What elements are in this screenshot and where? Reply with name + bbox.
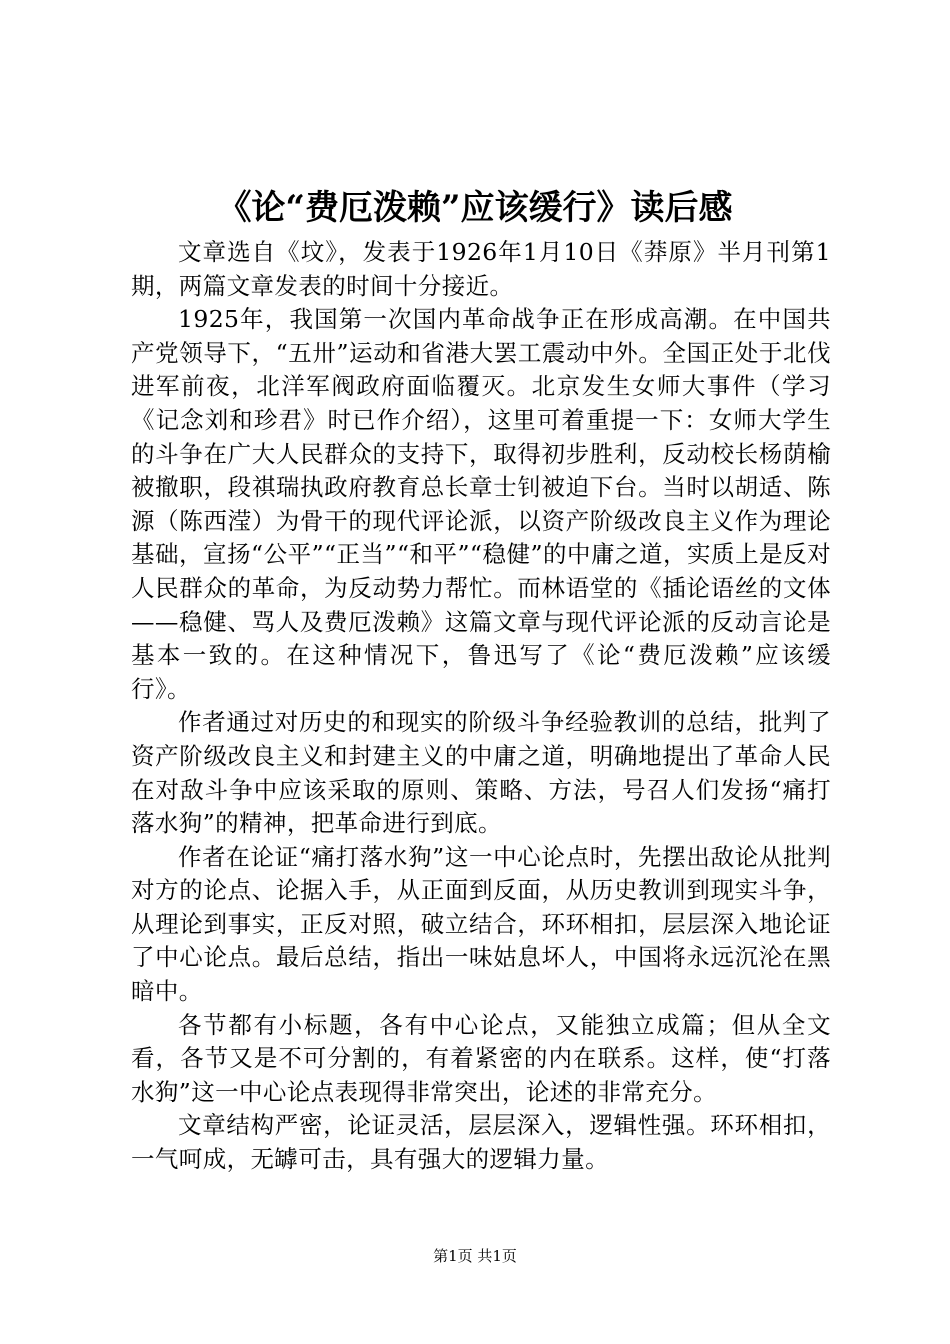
paragraph-3: 作者通过对历史的和现实的阶级斗争经验教训的总结，批判了资产阶级改良主义和封建主义的中庸之道，明确地提出了革命人民在对敌斗争中应该采取的原则、策略、方法，号召人们发扬“痛打落水狗”的精神，把革命进行到底。 [131,708,831,838]
paragraph-6: 文章结构严密，论证灵活，层层深入，逻辑性强。环环相扣，一气呵成，无罅可击，具有强大的逻辑力量。 [131,1111,831,1174]
paragraph-4: 作者在论证“痛打落水狗”这一中心论点时，先摆出敌论从批判对方的论点、论据入手，从正面到反面，从历史教训到现实斗争，从理论到事实，正反对照，破立结合，环环相扣，层层深入地论证了中心论点。最后总结，指出一味姑息坏人，中国将永远沉沦在黑暗中。 [131,842,831,1006]
paragraph-5: 各节都有小标题，各有中心论点，又能独立成篇；但从全文看，各节又是不可分割的，有着紧密的内在联系。这样，使“打落水狗”这一中心论点表现得非常突出，论述的非常充分。 [131,1010,831,1106]
page-footer: 第1页 共1页 [433,1247,517,1265]
document-body [131,236,831,1177]
paragraph-2: 1925年，我国第一次国内革命战争正在形成高潮。在中国共产党领导下，“五卅”运动和省港大罢工震动中外。全国正处于北伐进军前夜，北洋军阀政府面临覆灭。北京发生女师大事件（学习《记念刘和珍君》时已作介绍），这里可着重提一下：女师大学生的斗争在广大人民群众的支持下，取得初步胜利，反动校长杨荫榆被撤职，段祺瑞执政府教育总长章士钊被迫下台。当时以胡适、陈源（陈西滢）为骨干的现代评论派，以资产阶级改良主义作为理论基础，宣扬“公平”“正当”“和平”“稳健”的中庸之道，实质上是反对人民群众的革命，为反动势力帮忙。而林语堂的《插论语丝的文体——稳健、骂人及费厄泼赖》这篇文章与现代评论派的反动言论是基本一致的。在这种情况下，鲁迅写了《论“费厄泼赖”应该缓行》。 [131,305,831,703]
paragraph-1: 文章选自《坟》，发表于1926年1月10日《莽原》半月刊第1期，两篇文章发表的时间十分接近。 [131,238,831,300]
document-title: 《论“费厄泼赖”应该缓行》读后感 [217,188,733,228]
